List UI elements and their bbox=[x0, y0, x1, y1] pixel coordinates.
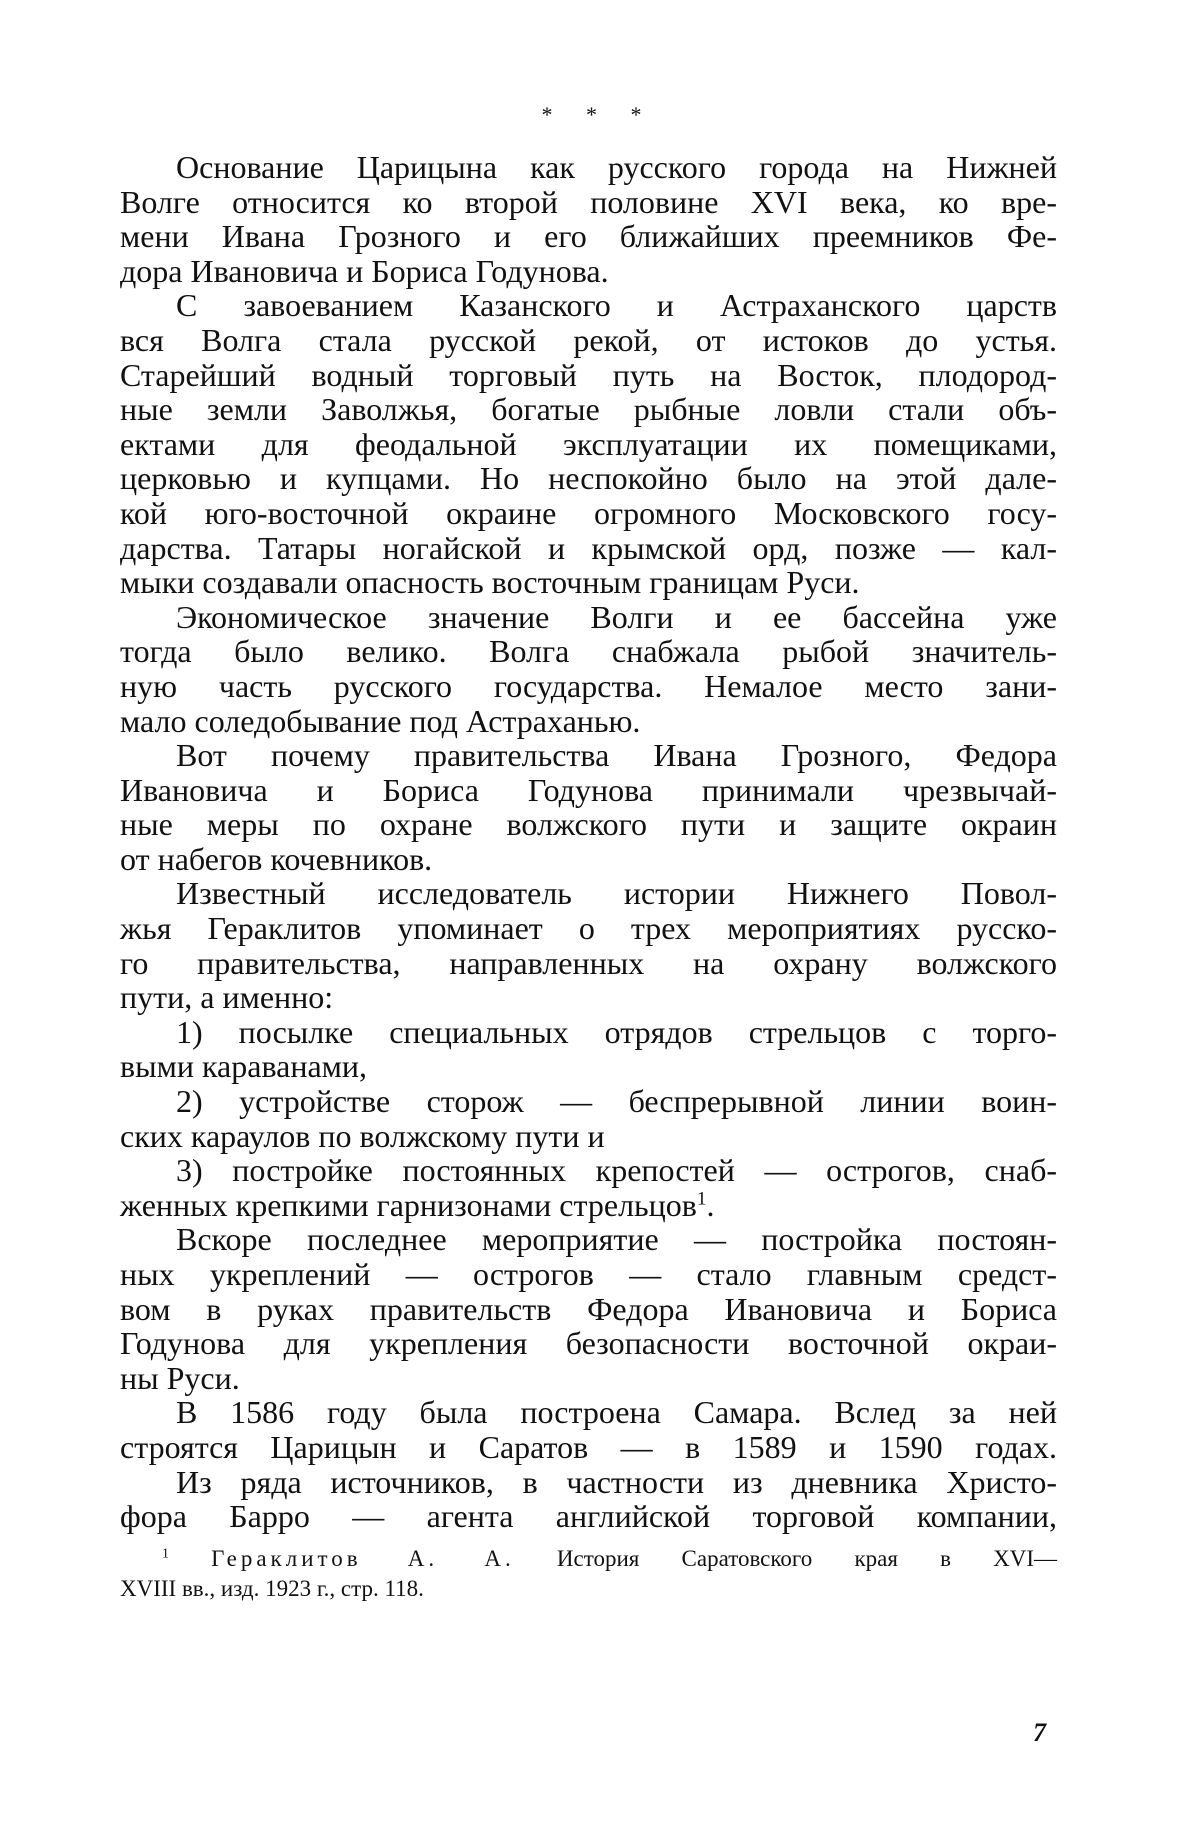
paragraph-1 bbox=[120, 150, 1057, 288]
footnote bbox=[120, 1544, 1057, 1604]
text-line: церковью и купцами. Но неспокойно было на этой дале- bbox=[120, 460, 1057, 497]
text-line: Известный исследователь истории Нижнего Повол- bbox=[176, 875, 1057, 912]
text-line: Основание Царицына как русского города на Нижней bbox=[176, 149, 1057, 185]
text-line: кой юго-восточной окраине огромного Московского госу- bbox=[120, 494, 1057, 531]
text-line: ектами для феодальной эксплуатации их помещиками, bbox=[120, 425, 1057, 462]
text-line: 2) устройстве сторож — беспрерывной линии воин- bbox=[176, 1083, 1057, 1120]
footnote-reference: 1 bbox=[696, 1188, 707, 1210]
text-line: вся Волга стала русской рекой, от истоков до устья. bbox=[120, 321, 1057, 358]
text-segment: . bbox=[706, 1186, 715, 1223]
text-line: от набегов кочевников. bbox=[120, 840, 433, 877]
text-line: мыки создавали опасность восточным границам Руси. bbox=[120, 564, 860, 601]
footnote-title: История Саратовского края в XVI— bbox=[556, 1545, 1058, 1571]
list-item bbox=[120, 1084, 1057, 1153]
footnote-line bbox=[120, 1544, 1057, 1574]
text-line: С завоеванием Казанского и Астраханского царств bbox=[176, 287, 1057, 324]
footnote-author: Гераклитов А. А. bbox=[211, 1545, 515, 1571]
paragraph-3 bbox=[120, 600, 1057, 738]
text-line: ную часть русского государства. Немалое место зани- bbox=[120, 667, 1057, 704]
footnote-marker: 1 bbox=[162, 1545, 169, 1561]
paragraph-8 bbox=[120, 1465, 1057, 1534]
paragraph-7 bbox=[120, 1395, 1057, 1464]
list-item bbox=[120, 1015, 1057, 1084]
text-line: Волге относится ко второй половине XVI века, ко вре- bbox=[120, 183, 1057, 220]
footnote-line: XVIII вв., изд. 1923 г., стр. 118. bbox=[120, 1575, 424, 1601]
text-line: Вскоре последнее мероприятие — постройка постоян- bbox=[176, 1221, 1057, 1258]
paragraph-2 bbox=[120, 288, 1057, 599]
text-segment: женных крепкими гарнизонами стрельцов bbox=[120, 1186, 697, 1223]
text-line: ные земли Заволжья, богатые рыбные ловли стали объ- bbox=[120, 391, 1057, 428]
text-line: фора Барро — агента английской торговой компании, bbox=[120, 1498, 1057, 1535]
text-line: Годунова для укрепления безопасности восточной окраи- bbox=[120, 1325, 1057, 1362]
text-line: вом в руках правительств Федора Ивановича и Бориса bbox=[120, 1290, 1057, 1327]
section-separator: * * * bbox=[541, 102, 656, 127]
text-line: выми караванами, bbox=[120, 1048, 368, 1085]
text-line: мало соледобывание под Астраханью. bbox=[120, 702, 641, 739]
paragraph-5 bbox=[120, 876, 1057, 1014]
book-page bbox=[120, 100, 1057, 1604]
text-line: Вот почему правительства Ивана Грозного, Федора bbox=[176, 737, 1057, 774]
text-line: ные меры по охране волжского пути и защите окраин bbox=[120, 806, 1057, 843]
text-line: 1) посылке специальных отрядов стрельцов с торго- bbox=[176, 1013, 1057, 1050]
text-line: ских караулов по волжскому пути и bbox=[120, 1117, 605, 1154]
text-line: 3) постройке постоянных крепостей — острогов, снаб- bbox=[176, 1152, 1057, 1189]
paragraph-4 bbox=[120, 738, 1057, 876]
text-line: Экономическое значение Волги и ее бассейна уже bbox=[176, 598, 1057, 635]
list-item bbox=[120, 1153, 1057, 1222]
text-line bbox=[120, 1188, 1057, 1223]
text-line: пути, а именно: bbox=[120, 979, 334, 1016]
paragraph-6 bbox=[120, 1222, 1057, 1395]
text-line: Ивановича и Бориса Годунова принимали чрезвычай- bbox=[120, 771, 1057, 808]
text-line: строятся Царицын и Саратов — в 1589 и 1590 годах. bbox=[120, 1428, 1057, 1465]
text-line: дарства. Татары ногайской и крымской орд, позже — кал- bbox=[120, 529, 1057, 566]
text-line: тогда было велико. Волга снабжала рыбой значитель- bbox=[120, 633, 1057, 670]
text-line: В 1586 году была построена Самара. Вслед за ней bbox=[176, 1394, 1057, 1431]
text-line: го правительства, направленных на охрану волжского bbox=[120, 944, 1057, 981]
text-line: ных укреплений — острогов — стало главным средст- bbox=[120, 1256, 1057, 1292]
page-number: 7 bbox=[1033, 1718, 1046, 1747]
text-line: Старейший водный торговый путь на Восток, плодород- bbox=[120, 356, 1057, 393]
text-line: дора Ивановича и Бориса Годунова. bbox=[120, 252, 609, 289]
text-line: жья Гераклитов упоминает о трех мероприятиях русско- bbox=[120, 910, 1057, 947]
text-line: ны Руси. bbox=[120, 1359, 240, 1396]
text-line: мени Ивана Грозного и его ближайших преемников Фе- bbox=[120, 218, 1057, 255]
text-line: Из ряда источников, в частности из дневника Христо- bbox=[176, 1463, 1057, 1500]
